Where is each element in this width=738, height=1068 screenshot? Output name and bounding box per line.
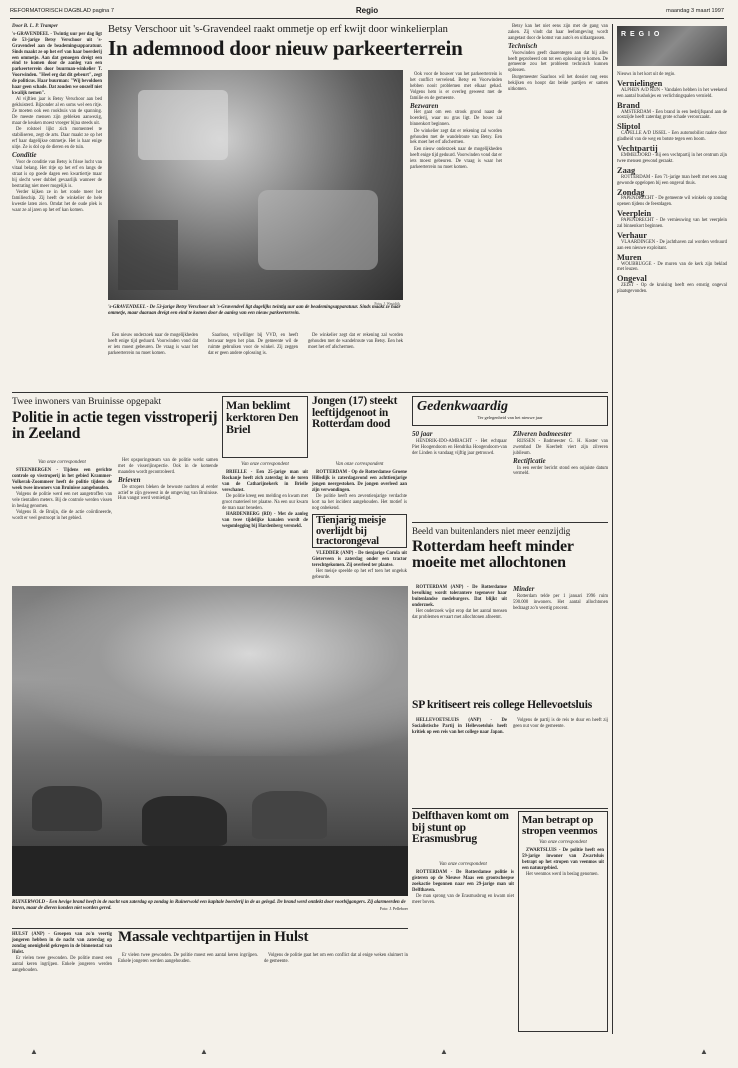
- delfthaven-byline: Van onze correspondent: [439, 862, 487, 867]
- sidebar-item-text: AMSTERDAM - Een brand in een bedrijfspand aan de oostzijde heeft zaterdag grote schade veroorzaakt.: [617, 109, 727, 121]
- lead-column-2: [108, 333, 198, 389]
- sidebar-logo-box: [617, 26, 727, 66]
- jongen-byline: Van onze correspondent: [335, 462, 384, 467]
- allochtonen-headline: Rotterdam heeft minder moeite met allochtonen: [412, 538, 574, 572]
- bruinisse-header: [12, 396, 218, 456]
- section-title: Regio: [355, 6, 379, 15]
- masthead: [10, 7, 724, 19]
- sidebar-items: [617, 78, 727, 295]
- stropen-box: [518, 811, 608, 1032]
- lead-paragraph: Al vijftien jaar is Betsy Verschoor aan bed gekluisterd. Bijzonder al en soms wel een ritje. Ze moeten ook een rookbuis van de spanning. De meeste mensen zijn gebleken aanwezig, maar de keuken moest vroeger bijna steeds uit.: [12, 97, 102, 126]
- sidebar-item-title: Zondag: [617, 187, 645, 197]
- horse-shape: [32, 786, 102, 831]
- gedenk-subhead: Rectificatie: [513, 456, 546, 465]
- allochtonen-column-1: [412, 585, 507, 697]
- sidebar-item-text: PAPENDRECHT - De vernieuwing van het veerplein zal binnenkort beginnen.: [617, 218, 727, 230]
- sidebar-item-text: VLAARDINGEN - De jachthaven zal worden verhuurd aan een nieuwe exploitant.: [617, 239, 727, 251]
- allochtonen-column-2: [513, 585, 608, 697]
- sidebar-item-title: Vechtpartij: [617, 144, 658, 154]
- gedenk-column-1: [412, 430, 507, 520]
- kerktoren-header-box: [222, 396, 308, 458]
- kerktoren-paragraph: BRIELLE - Een 25-jarige man uit Rockanje heeft zich zaterdag in de toren van de Catharijnekerk in Brielle verschanst.: [222, 469, 308, 493]
- hulst-column-1: [12, 932, 112, 1030]
- lead-column-5: [410, 72, 502, 390]
- sidebar-column: [617, 72, 727, 1032]
- lead-paragraph: De rolstoel lijkt zich momenteel te stabiliseren, zegt de arts. Daar maakt ze op het erf haar dagelijkse ommetje. Het is haar enige uitje. Ze is dol op de dieren en de tuin.: [12, 127, 102, 151]
- bruinisse-byline: Van onze correspondent: [38, 460, 86, 465]
- lead-subhead: Conditie: [12, 151, 37, 160]
- sidebar-item-text: EMMELOORD - Bij een vechtpartij in het centrum zijn twee mensen gewond geraakt.: [617, 152, 727, 164]
- delfthaven-header: [412, 811, 514, 859]
- lead-paragraph: Een nieuw onderzoek naar de mogelijkheden heeft enige tijd geduurd. Voorwinden vond dat er iets moest gebeuren. De vraag is waar het parkeerterrein nu moet komen.: [108, 333, 198, 356]
- gedenk-column-2: [513, 430, 608, 520]
- sidebar-logo: R E G I O: [621, 31, 661, 38]
- lead-author: Door B. L. P. Tramper: [12, 24, 58, 29]
- bruinisse-column-1: [12, 458, 112, 578]
- tractor-paragraph: Het meisje speelde op het erf toen het ongeluk gebeurde.: [312, 569, 407, 581]
- lead-photo: [108, 70, 403, 306]
- lead-subhead: Technisch: [508, 41, 538, 50]
- bruinisse-paragraph: Volgens de politie werd een net aangetroffen van vele tientallen meters. Bij de controle werden vissen in beslag genomen.: [12, 492, 112, 509]
- sp-paragraph: Volgens de partij is de reis te duur en heeft zij geen nut voor de gemeente.: [513, 718, 608, 729]
- gedenk-subtitle: Ter gelegenheid van het nieuwe jaar: [477, 415, 543, 420]
- jongen-paragraph: ROTTERDAM - Op de Rotterdamse Groene Hilledijk is zaterdagavond een achttienjarige jongen neergestoken. De jongen overleed aan zijn verwondingen.: [312, 469, 407, 493]
- fire-photo-credit: Foto: J. Pelleboer: [379, 906, 408, 911]
- hulst-paragraph: Volgens de politie gaat het om een conflict dat al enige weken sluimert in de gemeente.: [264, 953, 408, 964]
- bruinisse-paragraph: Volgens B. de Bruijn, die de actie coördineerde, wordt er veel gestroopt in het gebied.: [12, 510, 112, 522]
- delfthaven-column: [412, 860, 514, 1032]
- delfthaven-paragraph: De man sprong van de Erasmusbrug en kwam niet meer boven.: [412, 894, 514, 905]
- registration-mark: ▲: [700, 1047, 708, 1056]
- equipment-shape: [118, 220, 178, 290]
- hulst-headline: Massale vechtpartijen in Hulst: [118, 929, 309, 945]
- bruinisse-paragraph: STEENBERGEN - Tijdens een gerichte controle op visstroperij in het gebied Krammer-Volkerak-Zoommeer heeft de politie tijdens de week twee inwoners van Bruinisse aangehouden.: [12, 467, 112, 491]
- bruinisse-headline: Politie in actie tegen visstroperij in Zeeland: [12, 409, 218, 442]
- allochtonen-rule: [412, 522, 608, 523]
- tractor-headline: Tienjarig meisje overlijdt bij tractorongeval: [316, 515, 386, 548]
- lead-paragraph: Ook voor de bouwer van het parkeerterrein is het conflict vervelend. Betsy en Voorwinden hebben nooit problemen met elkaar gehad. Volgens hem is er overleg geweest met de familie en de gemeente.: [410, 72, 502, 101]
- horse-shape: [142, 796, 227, 846]
- gedenk-paragraph: RIJSSEN - Badmeester G. H. Koster van zwembad De Koerbelt viert zijn zilveren jubileum.: [513, 438, 608, 456]
- registration-mark: ▲: [30, 1047, 38, 1056]
- gedenk-paragraph: HENDRIK-IDO-AMBACHT - Het echtpaar Piet Hoogendoorn en Hendrika Hoogendoorn-van der Linden is vandaag vijftig jaar getrouwd.: [412, 438, 507, 456]
- lead-photo-credit: Foto: J. Westdijk: [374, 302, 400, 306]
- jongen-paragraph: De politie heeft een zeventienjarige verdachte kort na het incident aangehouden. Het motief is nog onbekend.: [312, 494, 407, 511]
- paper-name: REFORMATORISCH DAGBLAD pagina 7: [10, 8, 114, 14]
- horse-shape: [252, 791, 327, 839]
- section-rule: [12, 392, 608, 393]
- stropen-paragraph: Het veenmos werd in beslag genomen.: [526, 872, 599, 878]
- lead-paragraph: Betsy kan het niet eens zijn met de gang van zaken. Zij vindt dat haar leefomgeving wordt aangetast door de komst van auto's en uitlaatgassen.: [508, 24, 608, 41]
- sidebar-divider: [612, 24, 613, 1034]
- stropen-text: [522, 840, 604, 878]
- lead-paragraph: Voor de conditie van Betsy is frisse lucht van vitaal belang. Het ritje op het erf en langs de straat is op goede dagen een kwartiertje maar bij slecht weer dubbel gevaarlijk wanneer de bestrating niet meer mogelijk is.: [12, 159, 102, 189]
- lead-paragraph: Voorwinden geeft daarentegen aan dat hij alles heeft geprobeerd om tot een oplossing te komen. De gemeente zou het probleem technisch kunnen oplossen.: [508, 50, 608, 74]
- kerktoren-paragraph: HARDENBERG (RD) - Met de aanleg van twee tijdelijke kanalen wordt de wegomlegging bij Hardenberg versneld.: [222, 512, 308, 530]
- patient-shape: [258, 190, 378, 270]
- lead-paragraph: Burgemeester Saarloos wil het dossier nog eens bekijken en hoopt dat beide partijen er samen uitkomen.: [508, 74, 608, 92]
- tractor-column: [312, 551, 407, 581]
- lead-kicker: Betsy Verschoor uit 's-Gravendeel raakt ommetje op erf kwijt door winkelierplan: [108, 24, 448, 35]
- allochtonen-paragraph: Het onderzoek wijst erop dat het aantal mensen dat problemen ervaart met allochtonen afneemt.: [412, 609, 507, 621]
- gedenk-paragraph: In een eerder bericht stond een onjuiste datum vermeld.: [513, 465, 608, 477]
- allochtonen-header: [412, 525, 608, 583]
- fire-caption: [12, 900, 408, 926]
- sidebar-item-text: PAPENDRECHT - De gemeente wil winkels op zondag openen tijdens de feestdagen.: [617, 196, 727, 208]
- issue-date: maandag 3 maart 1997: [666, 8, 724, 14]
- lead-intro: 's-GRAVENDEEL - Twintig uur per dag ligt de 53-jarige Betsy Verschoor uit 's-Gravendeel aan de beademingsapparatuur. Sinds maakt ze op het erf van haar boerderij een ommetje. Aan dat genoegen dreigt een eind te komen door de aanleg van een parkeerterrein door buurman-winkelier T. Voorwinden. "Heel erg dat dit gebeurt", zegt de politicus. Haar buurman: "Wij bevoldoen haar geen schade. Dat zouden we onszelf niet kwalijk nemen".: [12, 31, 102, 96]
- sp-headline: SP kritiseert reis college Hellevoetsluis: [412, 699, 593, 711]
- hulst-column-3: [264, 953, 408, 1031]
- allochtonen-paragraph: ROTTERDAM (ANP) - De Rotterdamse bevolking wordt tolerantere tegenover haar buitenlandse medeburgers. Dat blijkt uit onderzoek.: [412, 585, 507, 608]
- kerktoren-column: [222, 460, 308, 578]
- bruinisse-paragraph: Het opsporingsteam van de politie werkt samen met de visserijinspectie. Ook in de komende maanden wordt gecontroleerd.: [118, 458, 218, 475]
- gedenk-subhead: 50 jaar: [412, 430, 433, 438]
- delfthaven-headline: Delfthaven komt om bij stunt op Erasmusbrug: [412, 810, 509, 846]
- lead-paragraph: Saarloos, vrijwilliger bij VVD, en heeft bezwaar tegen het plan. De gemeente wil de ruimte gebruiken voor de winkel. Zij zeggen dat er geen andere oplossing is.: [208, 333, 298, 356]
- sidebar-item-text: ROTTERDAM - Een 71-jarige man heeft met een zaag gewonde opgelopen bij een ongeval thuis.: [617, 174, 727, 186]
- lead-paragraph: Een nieuw onderzoek naar de mogelijkheden heeft enige tijd geduurd. Voorwinden vond dat er iets moest gebeuren. De vraag is waar het parkeerterrein nu moet komen.: [410, 146, 502, 170]
- bruinisse-paragraph: De stropers bleken de bewuste nachten al eerder actief te zijn geweest in de omgeving van Bruinisse. Hun vangst werd vernietigd.: [118, 484, 218, 502]
- sidebar-item-text: CAPELLE A/D IJSSEL - Een automobilist raakte door gladheid van de weg en botste tegen een boom.: [617, 131, 727, 143]
- sidebar-item-title: Brand: [617, 100, 640, 110]
- sidebar-item-text: ZEIST - Op de kruising heeft een ernstig ongeval plaatsgevonden.: [617, 283, 727, 295]
- lead-subhead: Bezwaren: [410, 101, 439, 110]
- sidebar-item-title: Sliptol: [617, 122, 641, 132]
- stropen-paragraph: ZWARTSLUIS - De politie heeft een 59-jarige inwoner van Zwartsluis betrapt op het stropen van veenmos uit een natuurgebied.: [522, 848, 604, 872]
- sp-column-2: [513, 718, 608, 804]
- sidebar-item-text: ALPHEN A/D RIJN - Vandalen hebben in het weekend een aantal bushokjes en verlichtingspalen vernield.: [617, 87, 727, 99]
- registration-mark: ▲: [200, 1047, 208, 1056]
- gedenk-title: Gedenkwaardig: [417, 399, 508, 414]
- tractor-paragraph: VLEDDER (ANP) - De tienjarige Carola uit Gieterveen is zaterdag onder een tractor terechtgekomen. Zij overleed ter plaatse.: [312, 551, 407, 568]
- jongen-header: [312, 396, 407, 458]
- allochtonen-subhead: Minder: [513, 585, 535, 593]
- lead-header: [108, 24, 500, 68]
- lead-headline: In ademnood door nieuw parkeerterrein: [108, 36, 463, 60]
- lead-paragraph: De winkelier zegt dat er rekening zal worden gehouden met de wandelroute van Betsy. Een hek moet het erf afschermen.: [308, 333, 403, 350]
- lead-intro-column: [12, 24, 102, 270]
- lead-paragraph: De winkelier zegt dat er rekening zal worden gehouden met de wandelroute van Betsy. Een hek moet het erf afschermen.: [410, 128, 502, 146]
- sidebar-item-title: Zaag: [617, 165, 636, 175]
- lead-paragraph: Het gaat om een strook grond naast de boerderij, waar nu gras ligt. De bouw zal binnenkort beginnen.: [410, 110, 502, 128]
- hulst-paragraph: Er vielen twee gewonden. De politie moest een aantal keren ingrijpen. Enkele jongeren werden aangehouden.: [12, 956, 112, 973]
- hulst-column-2: [118, 953, 258, 1031]
- kerktoren-byline: Van onze correspondent: [241, 462, 289, 467]
- sidebar-intro: Nieuws in het kort uit de regio.: [617, 72, 676, 77]
- smoke-shape: [12, 586, 408, 756]
- bruinisse-column-2: [118, 458, 218, 578]
- sidebar-item-title: Veerplein: [617, 209, 652, 219]
- hulst-paragraph: Er vielen twee gewonden. De politie moest een aantal keren ingrijpen. Enkele jongeren werden aangehouden.: [118, 953, 258, 964]
- fire-photo: [12, 586, 408, 896]
- sidebar-item-title: Muren: [617, 252, 642, 262]
- jongen-column: [312, 460, 407, 510]
- kerktoren-paragraph: De politie kreeg een melding en kwam met groot materieel ter plaatse. Na een uur kwam de man naar beneden.: [222, 494, 308, 511]
- delfthaven-rule: [412, 808, 608, 809]
- hulst-lead: HULST (ANP) - Groepen van zo'n veertig jongeren hebben in de nacht van zaterdag op zondag onenigheid gekregen in de binnenstad van Hulst.: [12, 932, 112, 955]
- bruinisse-subhead: Brieven: [118, 475, 141, 484]
- kerktoren-headline: Man beklimt kerktoren Den Briel: [226, 398, 299, 437]
- gedenk-subhead: Zilveren badmeester: [513, 430, 572, 438]
- sidebar-item-title: Vernielingen: [617, 78, 663, 88]
- ground-shape: [12, 846, 408, 896]
- hospital-bed-shape: [138, 90, 228, 160]
- sidebar-item-title: Verhaur: [617, 230, 647, 240]
- bruinisse-kicker: Twee inwoners van Bruinisse opgepakt: [12, 397, 162, 407]
- jongen-headline: Jongen (17) steekt leeftijdgenoot in Rotterdam dood: [312, 395, 398, 431]
- tractor-header-box: [312, 514, 407, 548]
- sidebar-item-title: Ongeval: [617, 274, 647, 284]
- fire-caption-text: RUINERWOLD - Een hevige brand heeft in de nacht van zaterdag op zondag in Ruinerwold een kapitale boerderij in de as gelegd. De brand werd ontdekt door voorbijgangers. Zij alarmeerden de buren, maar de dieren konden niet worden gered.: [12, 900, 406, 911]
- allochtonen-paragraph: Rotterdam telde per 1 januari 1996 ruim 590.000 inwoners. Het aantal allochtonen bedraagt zo'n veertig procent.: [513, 593, 608, 611]
- allochtonen-kicker: Beeld van buitenlanders niet meer eenzijdig: [412, 526, 571, 536]
- sp-header: [412, 700, 608, 716]
- registration-mark: ▲: [440, 1047, 448, 1056]
- sidebar-item-text: WOUBRUGGE - De muren van de kerk zijn beklad met leuzen.: [617, 261, 727, 273]
- lead-column-6: [508, 24, 608, 390]
- sp-column-1: [412, 718, 507, 804]
- gedenk-header-box: [412, 396, 608, 426]
- stropen-byline: Van onze correspondent: [539, 840, 587, 846]
- lead-column-3: [208, 333, 298, 389]
- delfthaven-paragraph: ROTTERDAM - De Rotterdamse politie is gisteren op de Nieuwe Maas een grootscheepse zoekactie begonnen naar een 29-jarige man uit Delfthaven.: [412, 869, 514, 893]
- lead-caption: 's-GRAVENDEEL - De 53-jarige Betsy Verschoor uit 's-Gravendeel ligt dagelijks twintig uur aan de beademingsapparatuur. Sinds maakt ze haar ommetje, maar daaraan dreigt een eind te komen door de aanleg van een nieuw parkeerterrein.: [108, 305, 401, 316]
- stropen-headline: Man betrapt op stropen veenmos: [522, 814, 598, 838]
- sp-paragraph: HELLEVOETSLUIS (ANP) - De Socialistische Partij in Hellevoetsluis heeft kritiek op een reis van het college naar Japan.: [412, 718, 507, 735]
- hulst-header: [118, 930, 408, 952]
- lead-column-4: [308, 333, 403, 389]
- lead-paragraph: Verder kijken ze in het ronde meer het familieschip. Zij heeft de winkelier de hele kwestie laten zien. Omdat het de oude plek is waar ze al jaren op het erf kan komen.: [12, 189, 102, 213]
